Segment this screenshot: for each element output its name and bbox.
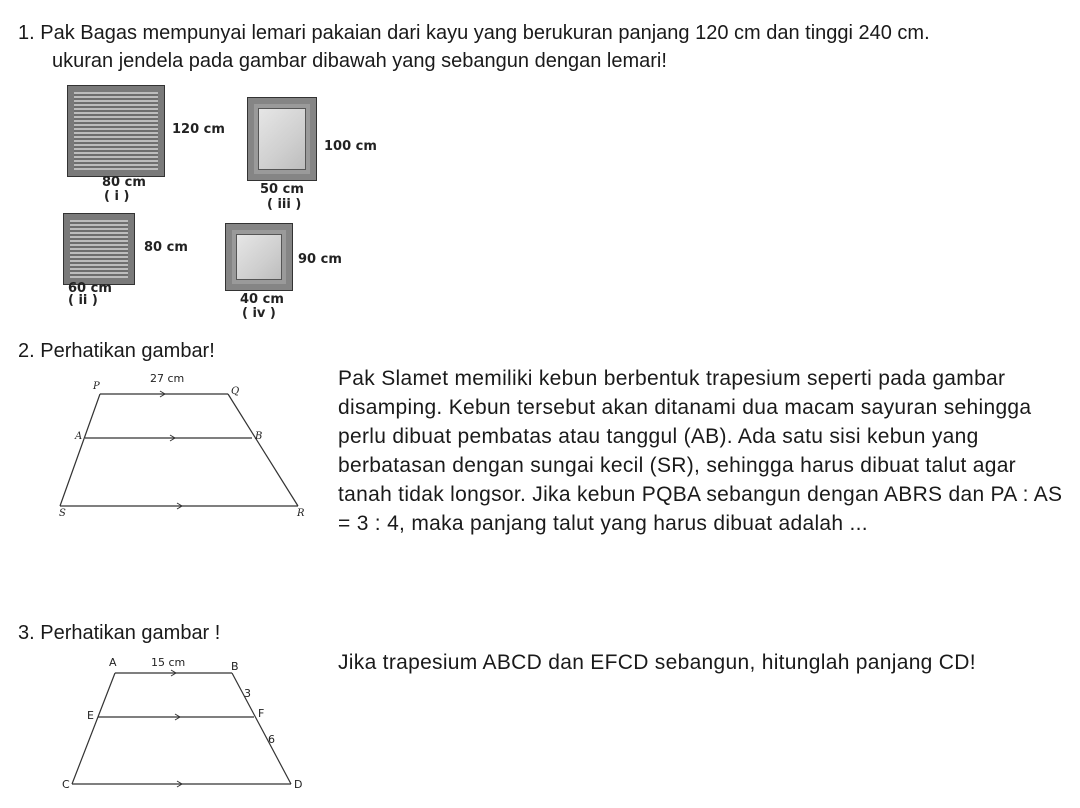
segment-qr [228, 394, 298, 506]
label-e: E [87, 709, 94, 722]
q2-line: Pak Slamet memiliki kebun berbentuk trapesium seperti pada gambar [338, 367, 1006, 390]
label-f: F [258, 707, 265, 720]
segment-bd [232, 673, 291, 784]
label-c: C [62, 778, 70, 791]
label-a: A [75, 431, 83, 442]
window-i-height: 120 cm [172, 122, 225, 137]
q2-line: berbatasan dengan sungai kecil (SR), sehingga harus dibuat talut agar [338, 454, 1016, 477]
label-p: P [93, 381, 100, 392]
window-ii-width: 60 cm [68, 281, 112, 296]
q2-line: = 3 : 4, maka panjang talut yang harus dibuat adalah ... [338, 512, 868, 535]
q2-heading: 2. Perhatikan gambar! [18, 340, 215, 362]
q3-trapezoid-figure [0, 650, 330, 808]
q2-line: tanah tidak longsor. Jika kebun PQBA sebangun dengan ABRS dan PA : AS [338, 483, 1063, 506]
q2-paragraph [338, 364, 1080, 538]
label-b: B [255, 431, 263, 442]
window-i-caption: ( i ) [104, 189, 130, 204]
q3-top-length: 15 cm [151, 656, 186, 669]
label-r: R [297, 508, 305, 519]
label-a: A [109, 656, 117, 669]
window-ii-height: 80 cm [144, 240, 188, 255]
q1-line2: ukuran jendela pada gambar dibawah yang sebangun dengan lemari! [52, 50, 667, 72]
window-ii-image [64, 214, 134, 284]
window-iii-image [248, 98, 316, 180]
q3-heading: 3. Perhatikan gambar ! [18, 622, 221, 644]
q2-line: perlu dibuat pembatas atau tanggul (AB). Ada satu sisi kebun yang [338, 425, 979, 448]
q2-trapezoid-figure [0, 360, 330, 560]
label-d: D [294, 778, 303, 791]
q3-text: Jika trapesium ABCD dan EFCD sebangun, hitunglah panjang CD! [338, 651, 976, 674]
window-iv-image [226, 224, 292, 290]
window-iii-caption: ( iii ) [267, 197, 302, 212]
window-i-width: 80 cm [102, 175, 146, 190]
window-iv-height: 90 cm [298, 252, 342, 267]
label-seg-3: 3 [244, 687, 251, 700]
segment-ps [60, 394, 100, 506]
window-iv-width: 40 cm [240, 292, 284, 307]
label-s: S [59, 508, 66, 519]
label-b: B [231, 660, 239, 673]
segment-ac [72, 673, 115, 784]
window-iii-height: 100 cm [324, 139, 377, 154]
window-ii-caption: ( ii ) [68, 293, 98, 308]
window-iii-width: 50 cm [260, 182, 304, 197]
q2-line: disamping. Kebun tersebut akan ditanami dua macam sayuran sehingga [338, 396, 1032, 419]
label-q: Q [231, 386, 240, 397]
window-iv-caption: ( iv ) [242, 306, 276, 321]
window-i-image [68, 86, 164, 176]
q1-line1: 1. Pak Bagas mempunyai lemari pakaian dari kayu yang berukuran panjang 120 cm dan tinggi 240 cm. [18, 22, 930, 44]
label-seg-6: 6 [268, 733, 275, 746]
q2-top-length: 27 cm [150, 372, 185, 385]
